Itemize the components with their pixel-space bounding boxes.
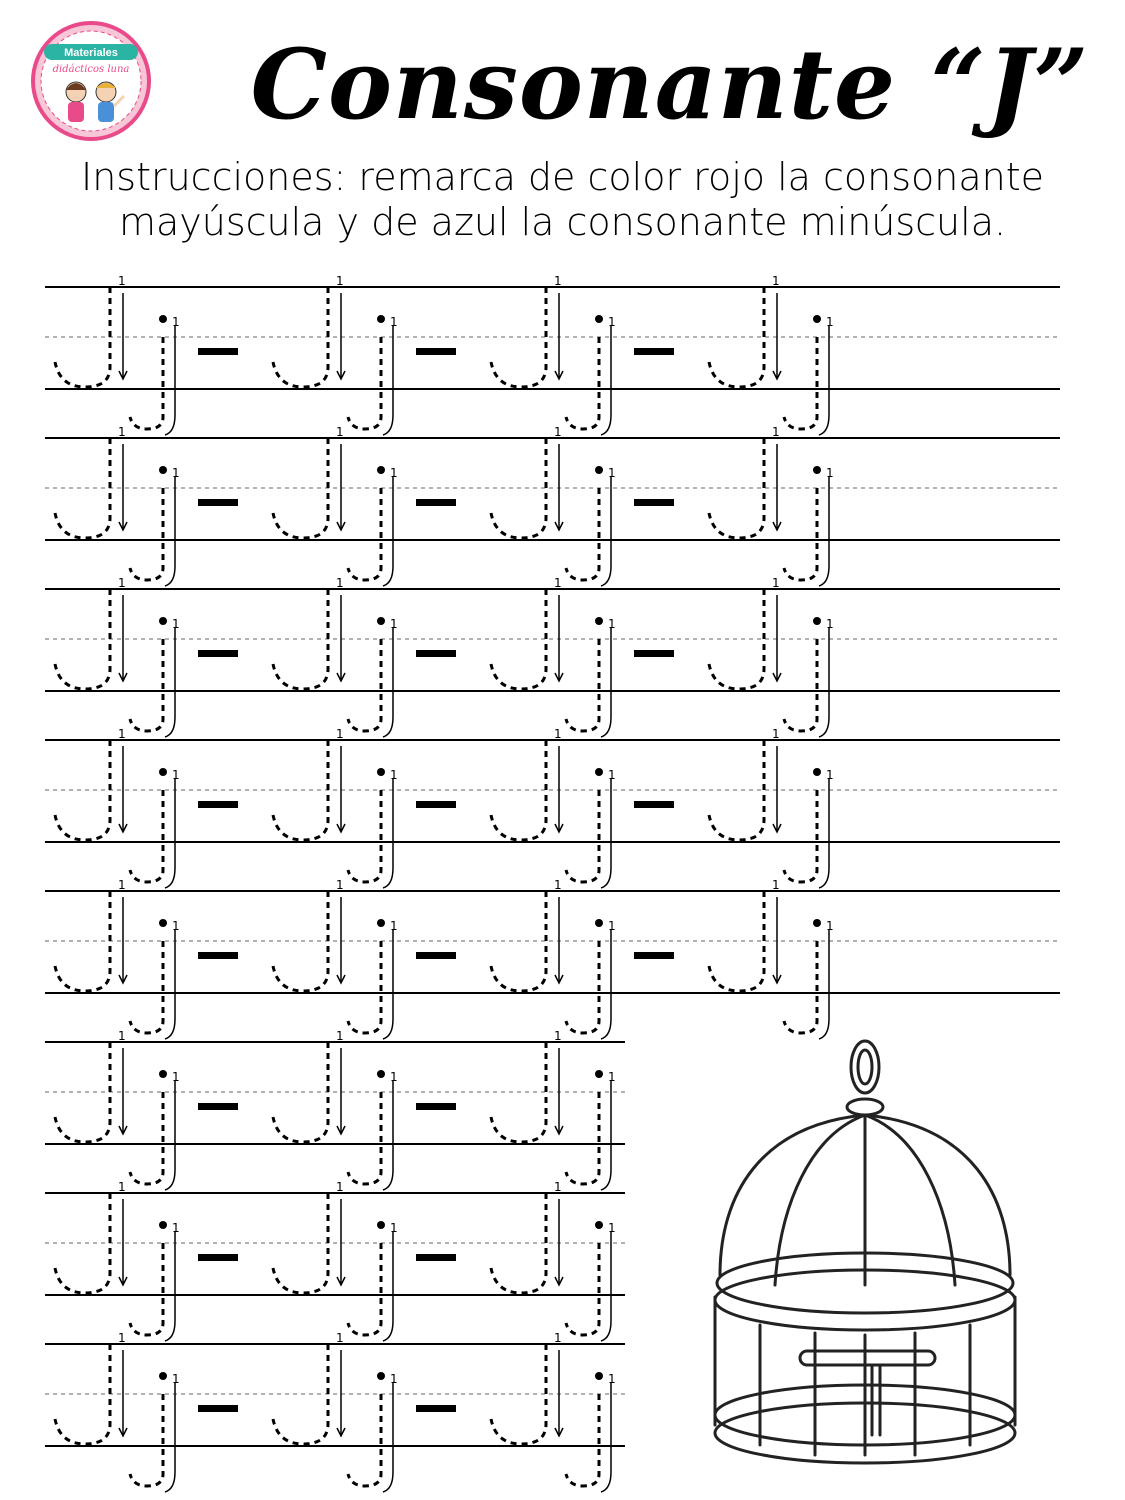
letter-pair [709,425,834,586]
step-number: 1 [118,878,126,892]
j-dot [813,315,821,323]
letter-pair [491,1180,616,1341]
step-number: 1 [390,768,398,782]
lowercase-j-trace [784,941,817,1033]
separator-dash [198,1103,238,1110]
letter-pair [55,274,238,435]
step-number: 1 [172,919,180,933]
arrow-curve [601,1019,611,1039]
step-number: 1 [608,617,616,631]
lowercase-j-trace [348,488,381,580]
step-number: 1 [390,919,398,933]
separator-dash [198,650,238,657]
letter-pair [273,1331,456,1492]
arrow-curve [165,717,175,737]
letter-pair [491,1331,616,1492]
arrow-curve [383,1019,393,1039]
j-dot [595,919,603,927]
lowercase-j-trace [130,1243,163,1335]
j-dot [595,1372,603,1380]
instructions-line-1: Instrucciones: remarca de color rojo la consonante [80,155,1045,199]
j-dot [159,617,167,625]
separator-dash [198,1405,238,1412]
step-number: 1 [172,617,180,631]
letter-pair [709,727,834,888]
separator-dash [416,650,456,657]
step-number: 1 [554,1331,562,1345]
j-dot [159,466,167,474]
step-number: 1 [554,1029,562,1043]
instructions-line-2: mayúscula y de azul la consonante minúscula. [118,200,1007,244]
step-number: 1 [608,919,616,933]
lowercase-j-trace [566,337,599,429]
j-dot [595,466,603,474]
separator-dash [634,499,674,506]
step-number: 1 [608,1070,616,1084]
lowercase-j-trace [566,1394,599,1486]
arrow-curve [383,566,393,586]
step-number: 1 [172,315,180,329]
lowercase-j-trace [348,1092,381,1184]
j-dot [595,315,603,323]
arrow-curve [165,1321,175,1341]
arrow-curve [383,868,393,888]
separator-dash [198,348,238,355]
step-number: 1 [608,1221,616,1235]
step-number: 1 [772,576,780,590]
separator-dash [198,952,238,959]
j-dot [813,617,821,625]
letter-pair [55,878,238,1039]
j-dot [813,919,821,927]
step-number: 1 [390,1221,398,1235]
step-number: 1 [772,425,780,439]
step-number: 1 [172,1372,180,1386]
j-dot [377,1372,385,1380]
j-dot [159,1221,167,1229]
step-number: 1 [608,1372,616,1386]
step-number: 1 [826,466,834,480]
j-dot [377,1070,385,1078]
arrow-curve [165,1472,175,1492]
birdcage-icon [700,1035,1030,1465]
practice-row [45,1180,625,1341]
separator-dash [416,499,456,506]
page-title: Consonante “J” [250,28,1090,141]
lowercase-j-trace [348,941,381,1033]
step-number: 1 [772,878,780,892]
separator-dash [198,1254,238,1261]
step-number: 1 [118,1331,126,1345]
lowercase-j-trace [566,1243,599,1335]
step-number: 1 [118,1029,126,1043]
step-number: 1 [118,727,126,741]
j-dot [813,768,821,776]
letter-pair [709,274,834,435]
arrow-curve [819,566,829,586]
practice-row [45,1029,625,1190]
arrow-curve [165,868,175,888]
j-dot [377,919,385,927]
lowercase-j-trace [130,1092,163,1184]
step-number: 1 [554,274,562,288]
j-dot [159,768,167,776]
lowercase-j-trace [130,941,163,1033]
separator-dash [416,801,456,808]
letter-pair [55,1029,238,1190]
arrow-curve [383,1472,393,1492]
arrow-curve [165,1019,175,1039]
step-number: 1 [336,274,344,288]
step-number: 1 [118,1180,126,1194]
letter-pair [55,576,238,737]
arrow-curve [383,415,393,435]
step-number: 1 [336,425,344,439]
letter-pair [491,576,674,737]
j-dot [813,466,821,474]
step-number: 1 [554,425,562,439]
letter-pair [55,1331,238,1492]
practice-row [45,878,1060,1039]
j-dot [595,617,603,625]
letter-pair [491,1029,616,1190]
practice-row [45,727,1060,888]
j-dot [159,1070,167,1078]
letter-pair [273,727,456,888]
step-number: 1 [554,878,562,892]
lowercase-j-trace [348,1394,381,1486]
lowercase-j-trace [130,1394,163,1486]
separator-dash [634,650,674,657]
letter-pair [273,1029,456,1190]
lowercase-j-trace [784,337,817,429]
separator-dash [416,1254,456,1261]
step-number: 1 [118,274,126,288]
step-number: 1 [390,617,398,631]
letter-pair [491,878,674,1039]
arrow-curve [601,1321,611,1341]
arrow-curve [165,415,175,435]
lowercase-j-trace [130,337,163,429]
arrow-curve [819,415,829,435]
separator-dash [416,1103,456,1110]
letter-pair [491,727,674,888]
arrow-curve [819,868,829,888]
step-number: 1 [826,768,834,782]
arrow-curve [383,1321,393,1341]
letter-pair [55,727,238,888]
separator-dash [634,348,674,355]
practice-row [45,425,1060,586]
arrow-curve [383,1170,393,1190]
lowercase-j-trace [784,639,817,731]
arrow-curve [819,717,829,737]
j-dot [377,315,385,323]
separator-dash [416,952,456,959]
letter-pair [709,576,834,737]
lowercase-j-trace [130,790,163,882]
lowercase-j-trace [348,790,381,882]
logo-text-line2: didácticos luna [52,64,130,75]
lowercase-j-trace [566,639,599,731]
arrow-curve [383,717,393,737]
step-number: 1 [172,768,180,782]
lowercase-j-trace [348,639,381,731]
step-number: 1 [772,727,780,741]
letter-pair [709,878,834,1039]
step-number: 1 [390,466,398,480]
separator-dash [198,499,238,506]
letter-pair [55,425,238,586]
separator-dash [198,801,238,808]
step-number: 1 [554,576,562,590]
step-number: 1 [772,274,780,288]
step-number: 1 [118,425,126,439]
lowercase-j-trace [130,488,163,580]
step-number: 1 [826,919,834,933]
step-number: 1 [336,1029,344,1043]
arrow-curve [601,717,611,737]
separator-dash [634,801,674,808]
step-number: 1 [336,1180,344,1194]
lowercase-j-trace [784,790,817,882]
step-number: 1 [390,1070,398,1084]
letter-pair [273,1180,456,1341]
j-dot [595,1070,603,1078]
j-dot [377,1221,385,1229]
practice-row [45,576,1060,737]
step-number: 1 [826,315,834,329]
separator-dash [634,952,674,959]
arrow-curve [601,415,611,435]
letter-pair [491,425,674,586]
step-number: 1 [172,1221,180,1235]
practice-row [45,274,1060,435]
j-dot [159,1372,167,1380]
j-dot [377,466,385,474]
step-number: 1 [826,617,834,631]
lowercase-j-trace [130,639,163,731]
lowercase-j-trace [566,790,599,882]
arrow-curve [601,868,611,888]
step-number: 1 [336,727,344,741]
step-number: 1 [390,1372,398,1386]
letter-pair [273,425,456,586]
step-number: 1 [608,768,616,782]
j-dot [159,919,167,927]
lowercase-j-trace [566,941,599,1033]
step-number: 1 [608,315,616,329]
lowercase-j-trace [348,1243,381,1335]
separator-dash [416,348,456,355]
letter-pair [273,878,456,1039]
letter-pair [491,274,674,435]
step-number: 1 [336,878,344,892]
j-dot [159,315,167,323]
arrow-curve [601,1170,611,1190]
separator-dash [416,1405,456,1412]
j-dot [595,768,603,776]
j-dot [595,1221,603,1229]
lowercase-j-trace [348,337,381,429]
practice-row [45,1331,625,1492]
step-number: 1 [172,466,180,480]
step-number: 1 [336,1331,344,1345]
logo-text-line1: Materiales [64,47,118,59]
lowercase-j-trace [784,488,817,580]
arrow-curve [601,566,611,586]
step-number: 1 [336,576,344,590]
letter-pair [55,1180,238,1341]
arrow-curve [165,566,175,586]
j-dot [377,617,385,625]
arrow-curve [165,1170,175,1190]
letter-pair [273,576,456,737]
step-number: 1 [608,466,616,480]
step-number: 1 [390,315,398,329]
arrow-curve [601,1472,611,1492]
lowercase-j-trace [566,1092,599,1184]
step-number: 1 [554,727,562,741]
lowercase-j-trace [566,488,599,580]
step-number: 1 [172,1070,180,1084]
j-dot [377,768,385,776]
step-number: 1 [118,576,126,590]
letter-pair [273,274,456,435]
step-number: 1 [554,1180,562,1194]
